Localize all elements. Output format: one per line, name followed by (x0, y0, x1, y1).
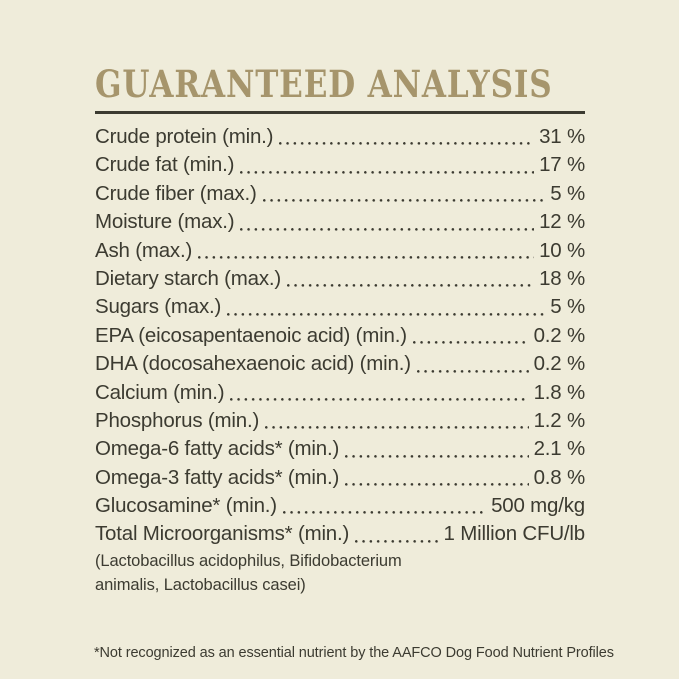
dot-leader (278, 123, 534, 151)
nutrient-row-ash (95, 237, 585, 265)
nutrient-value: 0.8 % (533, 465, 585, 489)
nutrient-label: Phosphorus (min.) (95, 408, 260, 432)
nutrient-value: 0.2 % (533, 323, 585, 347)
nutrient-row-total-microorganisms (95, 520, 585, 548)
nutrient-label: DHA (docosahexaenoic acid) (min.) (95, 352, 411, 376)
nutrient-value: 17 % (539, 153, 585, 177)
dot-leader (239, 208, 534, 236)
nutrient-row-crude-fiber (95, 180, 585, 208)
dot-leader (197, 237, 534, 265)
dot-leader (354, 520, 438, 548)
nutrient-row-glucosamine (95, 492, 585, 520)
dot-leader (412, 322, 529, 350)
aafco-footnote: *Not recognized as an essential nutrient by the AAFCO Dog Food Nutrient Profiles (94, 645, 614, 661)
nutrient-label: Crude fat (min.) (95, 153, 235, 177)
nutrient-row-omega-3 (95, 464, 585, 492)
nutrient-label: Crude protein (min.) (95, 125, 274, 148)
nutrient-row-moisture (95, 208, 585, 236)
nutrient-row-dietary-starch (95, 265, 585, 293)
nutrient-label: Total Microorganisms* (min.) (95, 522, 350, 546)
nutrient-row-dha (95, 350, 585, 378)
nutrient-label: Ash (max.) (95, 238, 193, 262)
dot-leader (282, 492, 486, 520)
species-note-line-2: animalis, Lactobacillus casei) (95, 575, 306, 594)
nutrient-label: Dietary starch (max.) (95, 266, 282, 290)
nutrient-value: 2.1 % (533, 437, 585, 461)
nutrient-row-sugars (95, 293, 585, 321)
dot-leader (229, 379, 528, 407)
nutrient-value: 1.8 % (533, 380, 585, 404)
dot-leader (286, 265, 534, 293)
nutrient-row-omega-6 (95, 435, 585, 463)
dot-leader (416, 350, 529, 378)
microorganisms-species-note (95, 550, 402, 598)
nutrient-value: 1 Million CFU/lb (443, 522, 585, 546)
nutrient-value: 10 % (539, 238, 585, 262)
nutrient-row-crude-protein (95, 123, 585, 151)
dot-leader (344, 464, 528, 492)
nutrient-label: EPA (eicosapentaenoic acid) (min.) (95, 323, 407, 347)
nutrient-label: Omega-3 fatty acids* (min.) (95, 465, 340, 489)
nutrient-row-phosphorus (95, 407, 585, 435)
nutrient-row-epa (95, 322, 585, 350)
nutrient-value: 12 % (539, 210, 585, 234)
nutrient-row-calcium (95, 379, 585, 407)
nutrient-label: Glucosamine* (min.) (95, 494, 277, 518)
nutrient-label: Sugars (max.) (95, 295, 222, 319)
nutrient-value: 5 % (550, 295, 585, 319)
title-divider (95, 111, 585, 114)
nutrient-value: 18 % (539, 266, 585, 290)
nutrient-label: Moisture (max.) (95, 210, 235, 234)
nutrient-label: Omega-6 fatty acids* (min.) (95, 437, 340, 461)
nutrient-list (95, 123, 585, 549)
nutrient-label: Calcium (min.) (95, 380, 225, 404)
nutrient-value: 0.2 % (533, 352, 585, 376)
panel-title: GUARANTEED ANALYSIS (95, 62, 553, 106)
dot-leader (264, 407, 528, 435)
nutrient-value: 1.2 % (533, 408, 585, 432)
nutrient-value: 500 mg/kg (491, 494, 585, 518)
species-note-line-1: (Lactobacillus acidophilus, Bifidobacterium (95, 552, 402, 570)
dot-leader (262, 180, 546, 208)
nutrient-value: 5 % (550, 181, 585, 205)
dot-leader (226, 293, 545, 321)
nutrient-value: 31 % (539, 125, 585, 148)
nutrient-row-crude-fat (95, 151, 585, 179)
dot-leader (344, 435, 528, 463)
dot-leader (239, 151, 534, 179)
nutrient-label: Crude fiber (max.) (95, 181, 257, 205)
